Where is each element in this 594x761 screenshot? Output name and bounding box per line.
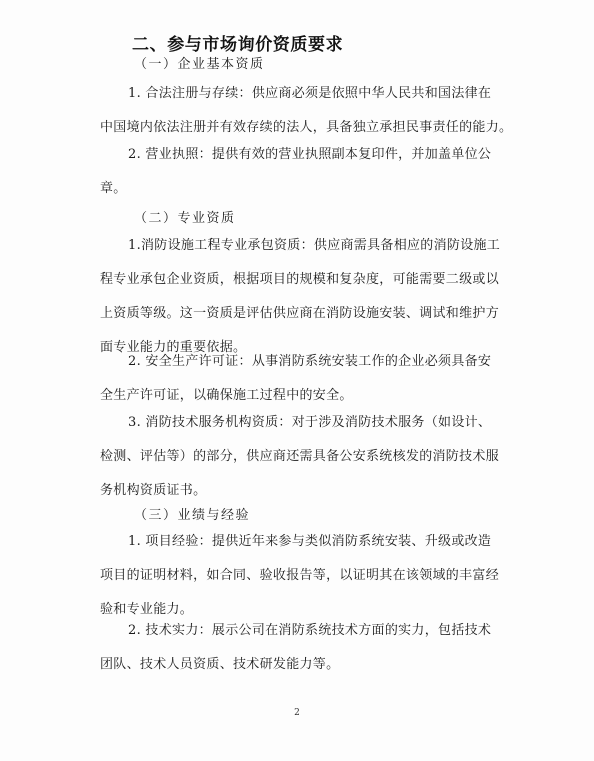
paragraph-line: 面专业能力的重要依据。	[100, 340, 247, 355]
section-title: 二、参与市场询价资质要求	[132, 35, 344, 55]
paragraph-line: 程专业承包企业资质，根据项目的规模和复杂度，可能需要二级或以	[100, 272, 500, 287]
paragraph-line: 中国境内依法注册并有效存续的法人，具备独立承担民事责任的能力。	[100, 120, 513, 135]
paragraph-line: 检测、评估等）的部分，供应商还需具备公安系统核发的消防技术服	[100, 449, 500, 464]
paragraph-line: 全生产许可证，以确保施工过程中的安全。	[100, 388, 353, 403]
paragraph-safety-license	[100, 355, 500, 423]
paragraph-line: 章。	[100, 181, 127, 196]
paragraph-fire-tech-service	[100, 416, 500, 518]
subsection-title-performance: （三）业绩与经验	[134, 508, 251, 523]
paragraph-business-license	[100, 148, 500, 216]
paragraph-line: 验和专业能力。	[100, 602, 194, 617]
page-number: 2	[294, 708, 300, 718]
paragraph-line: 务机构资质证书。	[100, 483, 207, 498]
paragraph-line: 上资质等级。这一资质是评估供应商在消防设施安装、调试和维护方	[100, 306, 500, 321]
paragraph-line: 项目的证明材料，如合同、验收报告等，以证明其在该领域的丰富经	[100, 568, 500, 583]
paragraph-line: 2. 安全生产许可证：从事消防系统安装工作的企业必须具备安	[128, 354, 492, 369]
subsection-title-professional: （二）专业资质	[134, 211, 236, 226]
paragraph-legal-registration	[100, 86, 513, 155]
paragraph-project-experience	[100, 535, 500, 637]
subsection-title-basic: （一）企业基本资质	[134, 57, 265, 72]
paragraph-line: 3. 消防技术服务机构资质：对于涉及消防技术服务（如设计、	[128, 415, 492, 430]
paragraph-line: 2. 技术实力：展示公司在消防系统技术方面的实力，包括技术	[128, 623, 492, 638]
paragraph-line: 团队、技术人员资质、技术研发能力等。	[100, 657, 340, 672]
paragraph-line: 2. 营业执照：提供有效的营业执照副本复印件，并加盖单位公	[128, 147, 492, 162]
paragraph-technical-strength	[100, 624, 500, 692]
paragraph-line: 1. 合法注册与存续：供应商必须是依照中华人民共和国法律在	[128, 86, 492, 101]
paragraph-line: 1.消防设施工程专业承包资质：供应商需具备相应的消防设施工	[128, 238, 501, 253]
paragraph-line: 1. 项目经验：提供近年来参与类似消防系统安装、升级或改造	[128, 534, 492, 549]
